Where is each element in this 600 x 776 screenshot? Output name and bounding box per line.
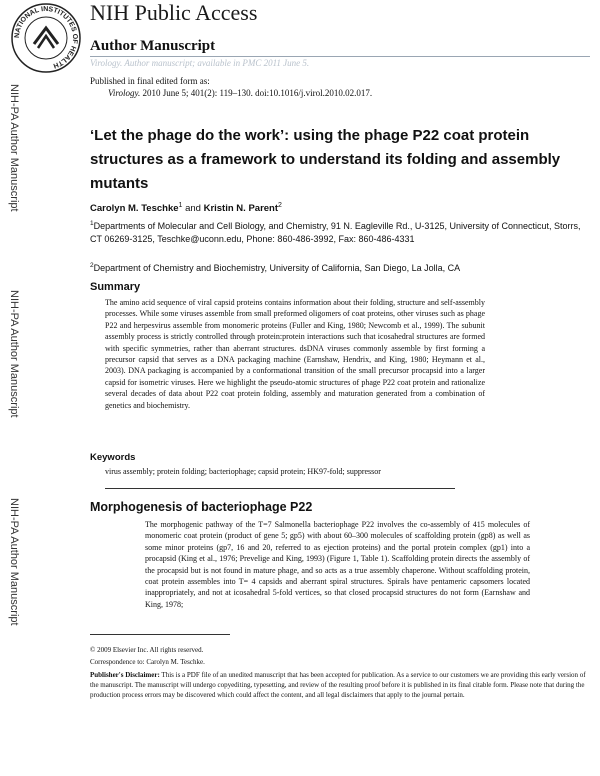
author-affiliation-mark: 1 xyxy=(178,202,183,209)
affiliation-mark: 1 xyxy=(90,220,94,227)
header-divider xyxy=(90,56,590,57)
header-subtitle: Author Manuscript xyxy=(90,38,216,54)
svg-text:NATIONAL INSTITUTES OF HEALTH: NATIONAL INSTITUTES OF HEALTH xyxy=(13,5,79,69)
summary-heading: Summary xyxy=(90,281,141,293)
citation-details: 2010 June 5; 401(2): 119–130. doi:10.1016/j.virol.2010.02.017. xyxy=(140,88,373,98)
affiliation-2 xyxy=(90,260,590,275)
section-heading: Morphogenesis of bacteriophage P22 xyxy=(90,500,313,514)
section-text: The morphogenic pathway of the T=7 Salmonella bacteriophage P22 involves the co-assembly of 415 molecules of monomeric coat protein (product of gene 5; gp5) with about 60–300 molecules of scaffolding protein (gp8) as well as some minor proteins (gp7, 16 and 20, referred to as ejection proteins) and the portal protein complex (gp1) into a procapsid (King et al., 1976; Prevelige and King, 1993) (Figure 1, Table 1). Scaffolding protein directs the assembly of the procapsid but is not found in mature phage, and so acts as a true assembly chaperone. Without scaffolding protein, coat protein assembles into T= 4 capsids and aberrant spiral structures. Spirals have pentameric capsomers located inappropriately, and not at icosahedral 5-fold vertices, so that closed procapsid structures do not form (Earnshaw and King, 1978; xyxy=(145,520,530,609)
footnote-divider xyxy=(90,634,230,635)
side-label-bottom: NIH-PA Author Manuscript xyxy=(8,498,20,626)
nih-logo xyxy=(10,2,82,74)
publication-citation xyxy=(108,88,372,98)
author-separator: and xyxy=(182,203,204,215)
header-status: Virology. Author manuscript; available in PMC 2011 June 5. xyxy=(90,58,310,68)
affiliation-text: Department of Chemistry and Biochemistry, University of California, San Diego, La Jolla, CA xyxy=(93,263,461,273)
affiliation-1 xyxy=(90,218,590,245)
affiliation-mark: 2 xyxy=(90,262,94,269)
keywords-text: virus assembly; protein folding; bacteriophage; capsid protein; HK97-fold; suppressor xyxy=(105,467,381,476)
header-title: NIH Public Access xyxy=(90,0,258,25)
keywords-heading: Keywords xyxy=(90,452,136,463)
affiliation-text: Departments of Molecular and Cell Biology, and Chemistry, 91 N. Eagleville Rd., U-3125, University of Connecticut, Storrs, CT 06269-3125, Teschke@uconn.edu, Phone: 860-486-3992, Fax: 860-486-4331 xyxy=(90,221,581,244)
authors xyxy=(90,202,282,214)
correspondence: Correspondence to: Carolyn M. Teschke. xyxy=(90,658,205,666)
side-label-middle: NIH-PA Author Manuscript xyxy=(8,290,20,418)
summary-text: The amino acid sequence of viral capsid proteins contains information about their folding, structure and self-assembly processes. While some viruses assemble from small preformed oligomers of coat proteins, other viruses such as phage P22 and herpesvirus assemble from monomeric proteins (Fuller and King, 1980; Newcomb et al., 1999). The subunit assembly process is strictly controlled through protein:protein interactions such that icosahedral structures are formed with specific symmetries, rather than aberrant structures. dsDNA viruses commonly assemble by first forming a precursor capsid that serves as a DNA packaging machine (Earnshaw, Hendrix, and King, 1980; Heymann et al., 2003). DNA packaging is accompanied by a conformational transition of the small precursor procapsid into a larger capsid for isometric viruses. Here we highlight the pseudo-atomic structures of phage P22 coat protein and rationalize several decades of data about P22 coat protein folding, assembly and maturation generated from a combination of genetics and biochemistry. xyxy=(105,298,485,410)
journal-name: Virology. xyxy=(108,88,141,98)
author-name: Kristin N. Parent xyxy=(203,203,279,215)
publication-line: Published in final edited form as: xyxy=(90,76,210,86)
keywords-divider xyxy=(105,488,455,489)
article-title: ‘Let the phage do the work’: using the phage P22 coat protein structures as a framework to understand its folding and assembly mutants xyxy=(90,127,561,192)
disclaimer-text: This is a PDF file of an unedited manuscript that has been accepted for publication. As a service to our customers we are providing this early version of the manuscript. The manuscript will undergo copyediting, typesetting, and review of the resulting proof before it is published in its final citable form. Please note that during the production process errors may be discovered which could affect the content, and all legal disclaimers that apply to the journal pertain. xyxy=(90,671,586,699)
copyright: © 2009 Elsevier Inc. All rights reserved. xyxy=(90,646,204,654)
side-label-top: NIH-PA Author Manuscript xyxy=(8,84,20,212)
publisher-disclaimer xyxy=(90,670,590,700)
author-affiliation-mark: 2 xyxy=(278,202,282,209)
author-name: Carolyn M. Teschke xyxy=(90,203,179,215)
disclaimer-label: Publisher's Disclaimer: xyxy=(90,671,160,679)
